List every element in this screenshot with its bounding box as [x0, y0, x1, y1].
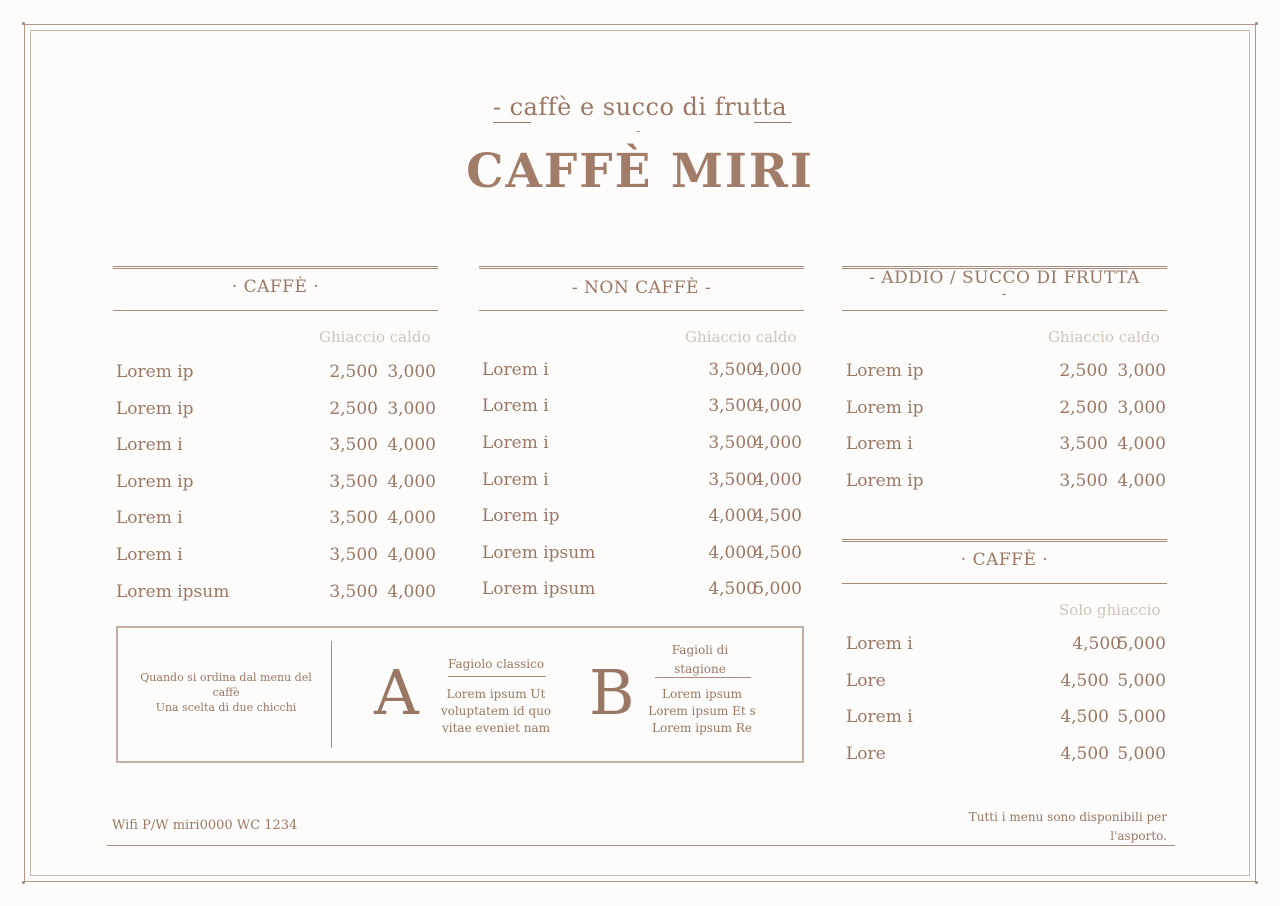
menu-item — [482, 396, 803, 420]
item-price-hot: 5,000 — [1117, 634, 1166, 654]
bean-a-description — [436, 686, 556, 737]
bean-a-title: Fagiolo classico — [447, 657, 545, 671]
item-name: Lorem ip — [846, 471, 924, 491]
bean-desc-line: voluptatem id quo — [440, 704, 552, 718]
item-price-hot: 4,500 — [753, 543, 802, 563]
item-price-ice: 3,500 — [329, 545, 378, 565]
section-heading-label: · CAFFÈ · — [231, 277, 320, 297]
item-price-hot: 3,000 — [1117, 361, 1166, 381]
item-name: Lorem ip — [116, 399, 194, 419]
item-price-ice: 3,500 — [329, 435, 378, 455]
item-price-ice: 4,000 — [708, 543, 757, 563]
menu-item — [846, 634, 1167, 658]
menu-item — [846, 671, 1167, 695]
item-price-hot: 4,000 — [387, 508, 436, 528]
item-price-hot: 4,000 — [1117, 434, 1166, 454]
section-heading-non-caffe — [479, 266, 804, 311]
menu-item — [116, 399, 438, 423]
takeout-note — [940, 808, 1167, 846]
bean-desc-line: vitae eveniet nam — [441, 721, 551, 735]
section-heading-caffe — [113, 266, 438, 311]
item-price-hot: 4,000 — [387, 582, 436, 602]
item-price-ice: 2,500 — [1059, 361, 1108, 381]
item-price-ice: 4,500 — [1072, 634, 1121, 654]
menu-item — [482, 360, 803, 384]
menu-item — [482, 579, 803, 603]
item-price-ice: 3,500 — [329, 508, 378, 528]
menu-item — [482, 470, 803, 494]
item-price-hot: 5,000 — [753, 579, 802, 599]
item-price-ice: 4,000 — [708, 506, 757, 526]
menu-item — [116, 582, 438, 606]
item-price-ice: 3,500 — [708, 433, 757, 453]
bean-title-line: stagione — [674, 662, 726, 676]
section-heading-label: · CAFFÈ · — [960, 550, 1049, 570]
bean-title-line: Fagioli di — [671, 643, 729, 657]
item-name: Lorem ipsum — [482, 543, 596, 563]
menu-item — [116, 362, 438, 386]
footer-rule — [107, 845, 1175, 846]
corner-ornament — [1255, 881, 1258, 884]
item-price-ice: 4,500 — [708, 579, 757, 599]
item-price-hot: 3,000 — [387, 362, 436, 382]
menu-item — [116, 435, 438, 459]
item-name: Lorem i — [482, 360, 549, 380]
item-name: Lorem ip — [846, 398, 924, 418]
section-heading-caffe-ice — [842, 539, 1167, 584]
bean-b-title — [650, 641, 750, 679]
bean-choice-note — [140, 670, 312, 715]
item-name: Lorem i — [116, 508, 183, 528]
bean-divider — [331, 641, 332, 748]
menu-item — [846, 471, 1167, 495]
item-price-hot: 4,000 — [753, 360, 802, 380]
price-column-note: Solo ghiaccio — [1059, 601, 1161, 619]
cafe-title: CAFFÈ MIRI — [466, 144, 814, 199]
menu-item — [482, 433, 803, 457]
corner-ornament — [22, 22, 25, 25]
item-price-hot: 4,500 — [753, 506, 802, 526]
price-column-note: Ghiaccio caldo — [1048, 328, 1160, 346]
menu-item — [116, 508, 438, 532]
item-price-ice: 4,500 — [1060, 707, 1109, 727]
item-name: Lore — [846, 671, 886, 691]
item-price-ice: 3,500 — [329, 472, 378, 492]
section-heading-label: - ADDIO / SUCCO DI FRUTTA — [869, 268, 1140, 288]
item-name: Lorem ip — [482, 506, 560, 526]
item-price-ice: 3,500 — [1059, 471, 1108, 491]
section-heading-label: - NON CAFFÈ - — [571, 278, 712, 298]
item-price-hot: 5,000 — [1117, 744, 1166, 764]
takeout-line: Tutti i menu sono disponibili per — [968, 810, 1167, 824]
item-price-ice: 3,500 — [708, 360, 757, 380]
menu-subtitle: - caffè e succo di frutta — [492, 93, 788, 121]
item-name: Lorem i — [482, 433, 549, 453]
item-price-ice: 4,500 — [1060, 671, 1109, 691]
wifi-info: Wifi P/W miri0000 WC 1234 — [112, 818, 298, 833]
item-name: Lorem i — [846, 707, 913, 727]
subtitle-underline-right — [754, 122, 791, 123]
menu-item — [846, 398, 1167, 422]
item-name: Lorem i — [482, 470, 549, 490]
item-price-ice: 3,500 — [329, 582, 378, 602]
item-name: Lorem i — [846, 634, 913, 654]
bean-a-rule — [448, 676, 546, 677]
item-price-ice: 3,500 — [708, 470, 757, 490]
bean-desc-line: Lorem ipsum Ut — [446, 687, 546, 701]
bean-b-letter: B — [589, 656, 635, 729]
item-price-hot: 4,000 — [387, 545, 436, 565]
item-price-hot: 4,000 — [1117, 471, 1166, 491]
price-column-note: Ghiaccio caldo — [685, 328, 797, 346]
item-price-hot: 5,000 — [1117, 671, 1166, 691]
menu-item — [116, 545, 438, 569]
item-price-hot: 4,000 — [387, 435, 436, 455]
subtitle-underline-left — [493, 122, 531, 123]
item-price-hot: 3,000 — [387, 399, 436, 419]
bean-b-rule — [655, 677, 751, 678]
item-name: Lorem i — [116, 545, 183, 565]
menu-item — [846, 361, 1167, 385]
item-price-ice: 4,500 — [1060, 744, 1109, 764]
item-name: Lorem ip — [116, 472, 194, 492]
item-price-ice: 3,500 — [1059, 434, 1108, 454]
item-name: Lorem i — [846, 434, 913, 454]
item-name: Lorem i — [482, 396, 549, 416]
corner-ornament — [1255, 22, 1258, 25]
item-price-hot: 4,000 — [753, 470, 802, 490]
item-name: Lore — [846, 744, 886, 764]
bean-desc-line: Lorem ipsum Et s — [648, 704, 756, 718]
bean-b-description — [642, 686, 762, 737]
item-price-hot: 5,000 — [1117, 707, 1166, 727]
item-name: Lorem ipsum — [482, 579, 596, 599]
item-price-hot: 3,000 — [1117, 398, 1166, 418]
corner-ornament — [22, 881, 25, 884]
item-price-ice: 2,500 — [329, 362, 378, 382]
item-price-hot: 4,000 — [753, 396, 802, 416]
subtitle-tail: - — [636, 124, 641, 138]
bean-desc-line: Lorem ipsum — [661, 687, 742, 701]
item-name: Lorem ip — [846, 361, 924, 381]
menu-item — [482, 543, 803, 567]
section-heading-tail: - — [1002, 287, 1007, 302]
price-column-note: Ghiaccio caldo — [319, 328, 431, 346]
item-price-ice: 2,500 — [1059, 398, 1108, 418]
item-name: Lorem i — [116, 435, 183, 455]
menu-item — [846, 744, 1167, 768]
takeout-line: l'asporto. — [1110, 829, 1167, 843]
item-price-ice: 2,500 — [329, 399, 378, 419]
section-heading-addio — [842, 266, 1167, 311]
item-price-ice: 3,500 — [708, 396, 757, 416]
bean-note-line: Una scelta di due chicchi — [155, 701, 297, 714]
item-price-hot: 4,000 — [753, 433, 802, 453]
item-name: Lorem ip — [116, 362, 194, 382]
menu-item — [846, 434, 1167, 458]
bean-desc-line: Lorem ipsum Re — [652, 721, 752, 735]
bean-note-line: Quando si ordina dal menu del caffè — [140, 671, 312, 699]
item-name: Lorem ipsum — [116, 582, 230, 602]
item-price-hot: 4,000 — [387, 472, 436, 492]
menu-item — [116, 472, 438, 496]
menu-item — [846, 707, 1167, 731]
bean-a-letter: A — [374, 656, 419, 729]
menu-item — [482, 506, 803, 530]
